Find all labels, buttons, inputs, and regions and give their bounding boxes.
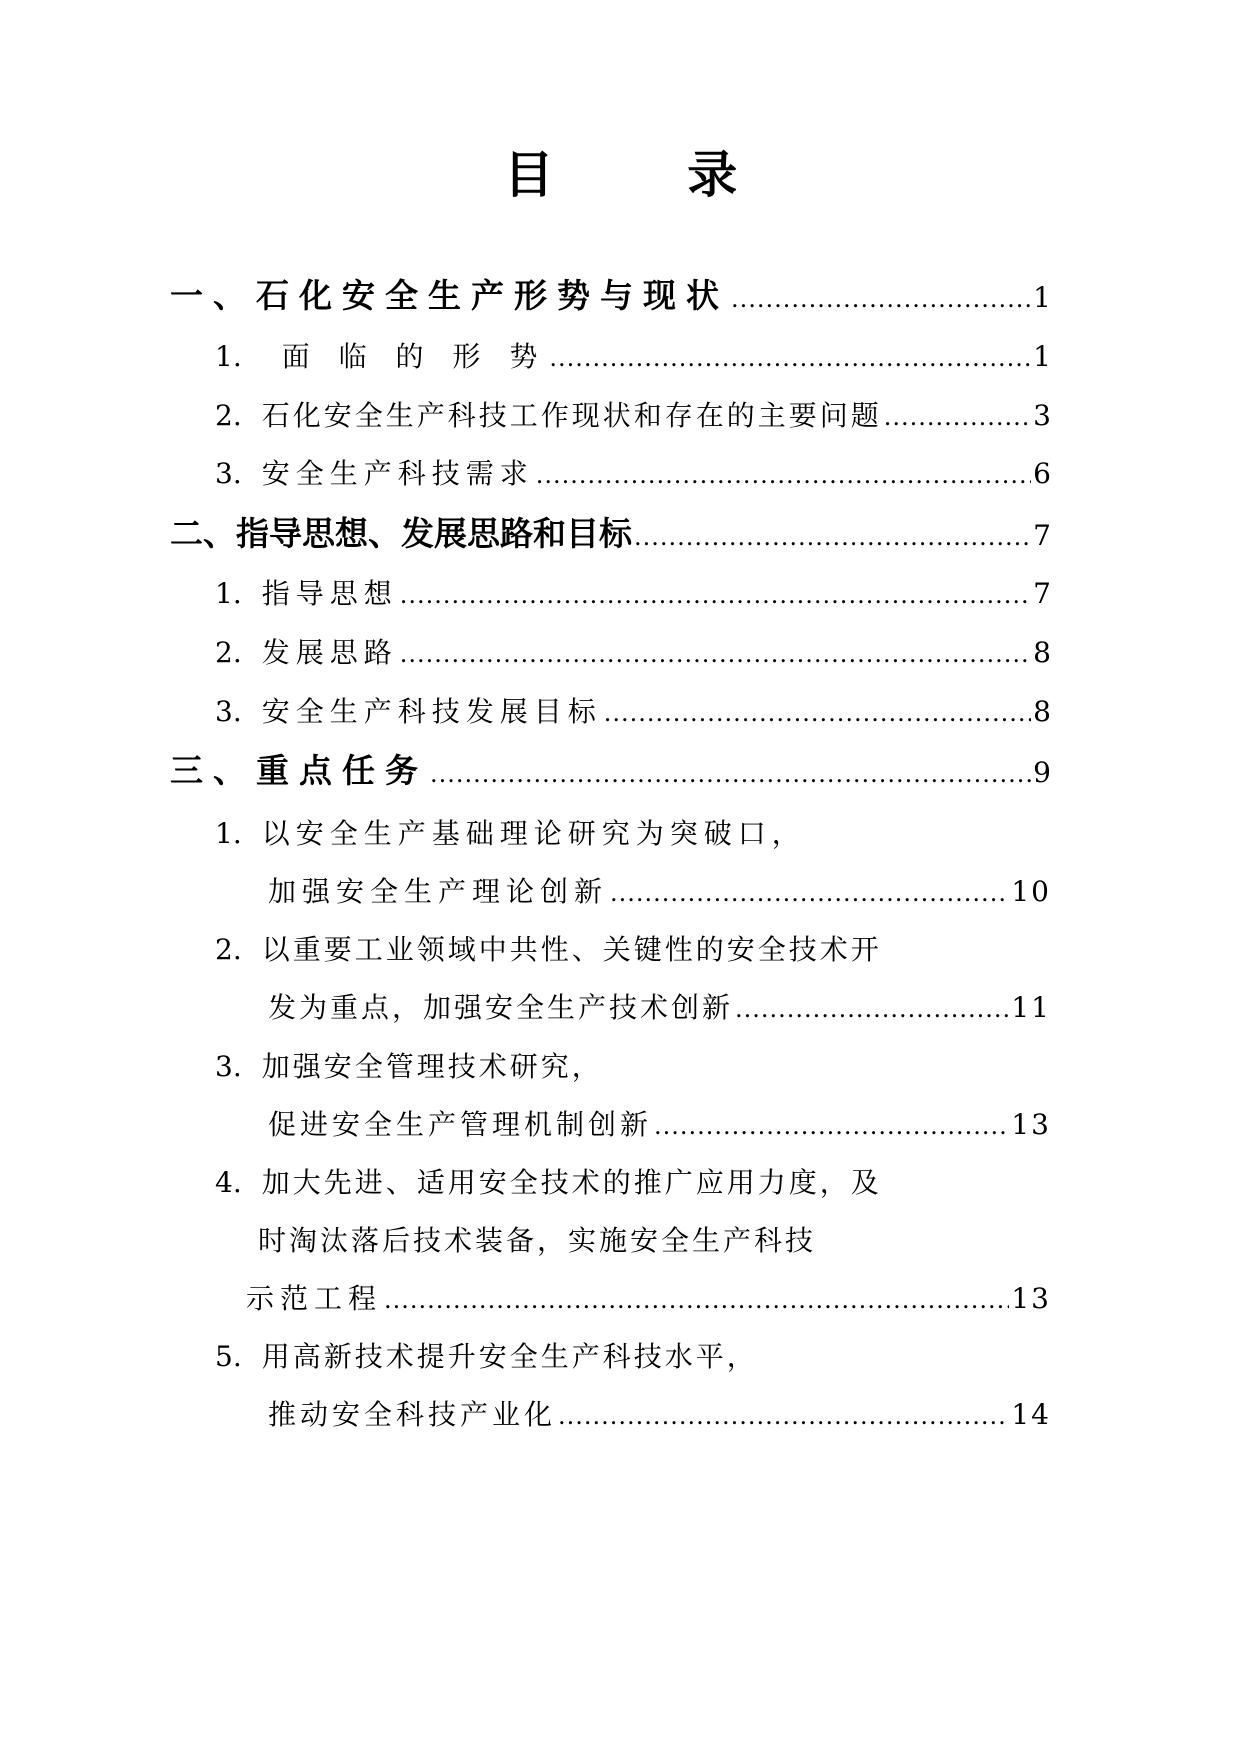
toc-entry-label: 加强安全生产理论创新	[268, 875, 609, 908]
dot-leader	[384, 1280, 1009, 1320]
toc-entry-label: 指导思想	[261, 577, 398, 610]
toc-entry-label: 安全生产科技需求	[261, 457, 534, 490]
toc-entry-label: 石化安全生产科技工作现状和存在的主要问题	[261, 399, 882, 432]
toc-entry-number: 1.	[215, 577, 242, 610]
toc-entry-label: 三、重点任务	[170, 751, 428, 790]
toc-entry-1-2[interactable]	[215, 396, 1051, 437]
toc-entry-label: 以安全生产基础理论研究为突破口，	[261, 817, 806, 850]
toc-entry-number: 1.	[215, 817, 242, 850]
toc-page-number: 13	[1011, 1282, 1051, 1315]
dot-leader	[604, 693, 1031, 733]
toc-title: 目 录	[503, 146, 796, 204]
toc-entry-3-2-line-1[interactable]	[215, 930, 882, 970]
toc-entry-label: 发展思路	[261, 636, 398, 669]
toc-entry-label: 面 临 的 形 势	[281, 340, 548, 373]
toc-entry-3-4-line-1[interactable]	[215, 1163, 882, 1203]
toc-entry-3-5-line-1[interactable]	[215, 1337, 758, 1377]
toc-page-number: 11	[1011, 991, 1051, 1024]
toc-entry-1-3[interactable]	[215, 454, 1051, 495]
toc-entry-number: 5.	[215, 1340, 242, 1373]
dot-leader	[400, 634, 1031, 674]
toc-entry-3-4-line-2[interactable]	[258, 1221, 816, 1261]
toc-page-number: 7	[1033, 519, 1051, 552]
toc-page-number: 1	[1033, 340, 1051, 373]
toc-page-number: 7	[1033, 577, 1051, 610]
toc-entry-label: 促进安全生产管理机制创新	[268, 1108, 653, 1141]
toc-entry-3-3-line-1[interactable]	[215, 1047, 603, 1087]
toc-entry-3-1-line-1[interactable]	[215, 814, 806, 854]
toc-page-number: 8	[1033, 636, 1051, 669]
toc-entry-label: 用高新技术提升安全生产科技水平，	[261, 1340, 758, 1373]
toc-entry-label: 发为重点，加强安全生产技术创新	[268, 991, 734, 1024]
dot-leader	[731, 279, 1031, 319]
toc-entry-label: 时淘汰落后技术装备，实施安全生产科技	[258, 1224, 817, 1257]
dot-leader	[884, 397, 1031, 437]
toc-entry-2-3[interactable]	[215, 692, 1051, 733]
toc-entry-section-3[interactable]	[170, 751, 1051, 794]
toc-page-number: 13	[1011, 1108, 1051, 1141]
toc-entry-3-2[interactable]	[268, 988, 1051, 1029]
toc-entry-number: 2.	[215, 933, 242, 966]
toc-page-number: 1	[1033, 281, 1051, 314]
dot-leader	[430, 754, 1031, 794]
toc-entry-label: 安全生产科技发展目标	[261, 695, 602, 728]
dot-leader	[610, 873, 1009, 913]
toc-entry-label: 一、石化安全生产形势与现状	[170, 276, 729, 315]
toc-entry-number: 3.	[215, 695, 242, 728]
toc-entry-label: 加强安全管理技术研究，	[261, 1050, 603, 1083]
toc-entry-number: 3.	[215, 1050, 242, 1083]
toc-entry-label: 推动安全科技产业化	[268, 1398, 557, 1431]
toc-entry-label: 示范工程	[246, 1282, 383, 1315]
toc-page-number: 6	[1033, 457, 1051, 490]
toc-entry-2-1[interactable]	[215, 574, 1051, 615]
toc-entry-section-1[interactable]	[170, 276, 1051, 319]
dot-leader	[400, 575, 1031, 615]
toc-page-number: 3	[1033, 399, 1051, 432]
toc-entry-label: 加大先进、适用安全技术的推广应用力度，及	[261, 1166, 882, 1199]
dot-leader	[735, 989, 1009, 1029]
toc-entry-3-3[interactable]	[268, 1105, 1051, 1146]
toc-entry-2-2[interactable]	[215, 633, 1051, 674]
toc-entry-label: 二、指导思想、发展思路和目标	[170, 514, 632, 553]
dot-leader	[654, 1106, 1009, 1146]
toc-entry-label: 以重要工业领域中共性、关键性的安全技术开	[261, 933, 882, 966]
dot-leader	[536, 455, 1031, 495]
toc-entry-3-1[interactable]	[268, 872, 1051, 913]
toc-entry-3-4[interactable]	[246, 1279, 1051, 1320]
toc-page-number: 8	[1033, 695, 1051, 728]
toc-entry-section-2[interactable]	[170, 514, 1051, 557]
toc-entry-1-1[interactable]	[215, 337, 1051, 378]
toc-page-number: 9	[1033, 756, 1051, 789]
dot-leader	[549, 338, 1031, 378]
toc-entry-number: 4.	[215, 1166, 242, 1199]
dot-leader	[558, 1396, 1009, 1436]
toc-page-number: 14	[1011, 1398, 1051, 1431]
toc-entry-number: 2.	[215, 399, 242, 432]
dot-leader	[634, 517, 1031, 557]
toc-entry-number: 2.	[215, 636, 242, 669]
toc-entry-3-5[interactable]	[268, 1395, 1051, 1436]
toc-page-number: 10	[1011, 875, 1051, 908]
toc-entry-number: 3.	[215, 457, 242, 490]
toc-entry-number: 1.	[215, 340, 242, 373]
